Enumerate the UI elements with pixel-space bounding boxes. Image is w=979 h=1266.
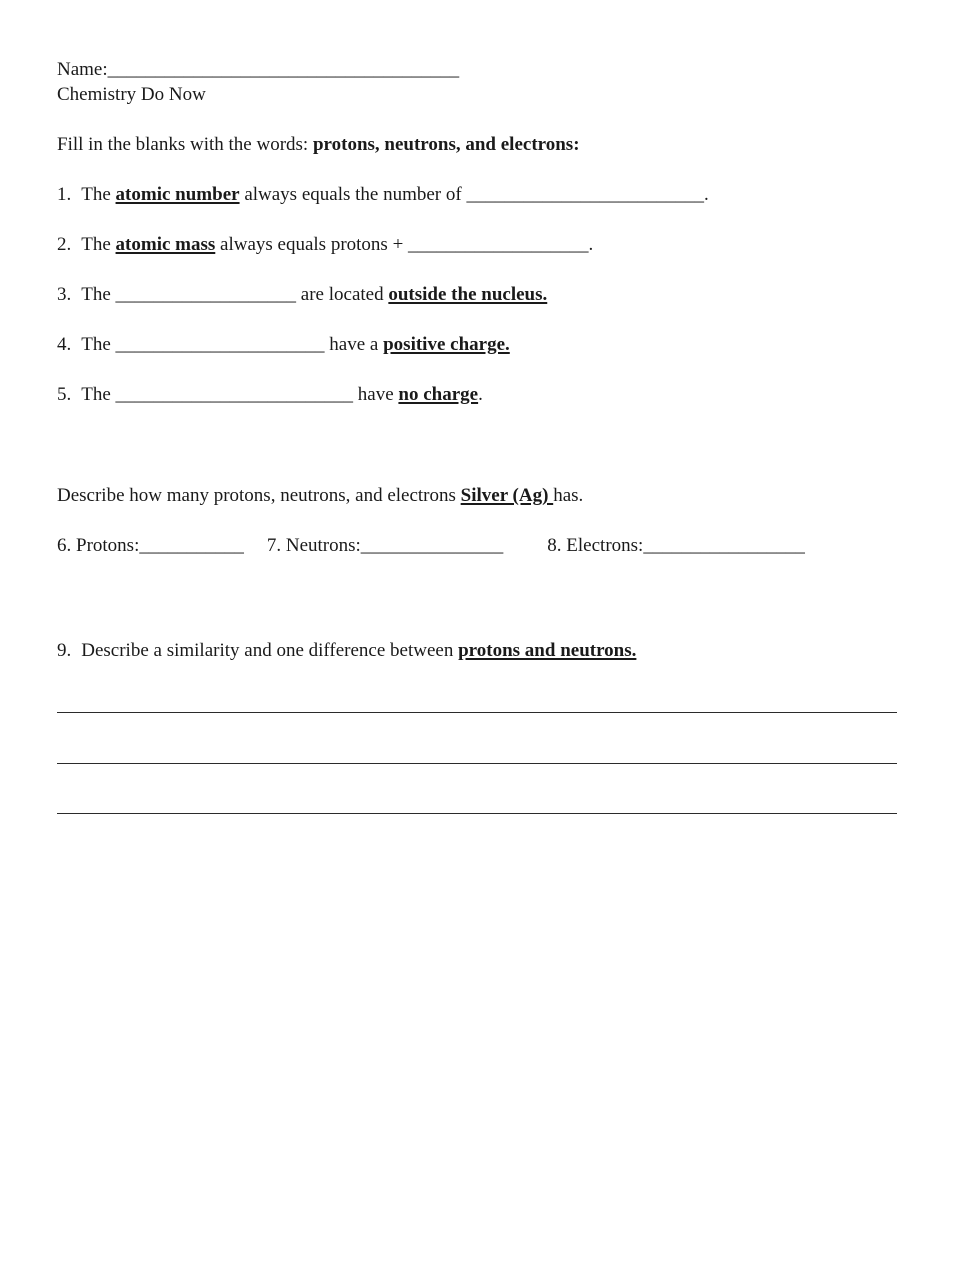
silver-prompt-suffix: has. bbox=[553, 485, 584, 506]
question-3-text: are located bbox=[296, 284, 389, 305]
question-3 bbox=[57, 282, 897, 307]
question-1-term: atomic number bbox=[115, 184, 240, 205]
question-5-term: no charge bbox=[398, 384, 479, 405]
counts-row bbox=[57, 533, 897, 558]
question-9-text: Describe a similarity and one difference between bbox=[81, 640, 459, 661]
question-3-blank: ___________________ bbox=[115, 284, 297, 305]
neutrons-label: 7. Neutrons: bbox=[266, 535, 361, 556]
question-3-number: 3. bbox=[57, 284, 72, 305]
silver-prompt-text: Describe how many protons, neutrons, and electrons bbox=[57, 485, 461, 506]
answer-line-2 bbox=[57, 713, 897, 764]
question-5-lead: The bbox=[81, 384, 116, 405]
question-5-blank: _________________________ bbox=[115, 384, 354, 405]
instruction-word-bank: protons, neutrons, and electrons: bbox=[312, 134, 580, 155]
question-4-number: 4. bbox=[57, 334, 72, 355]
question-3-lead: The bbox=[81, 284, 116, 305]
question-9 bbox=[57, 638, 897, 663]
name-label: Name: bbox=[57, 59, 108, 80]
question-1-end: . bbox=[703, 184, 709, 205]
question-4-text: have a bbox=[324, 334, 384, 355]
question-1-blank: _________________________ bbox=[466, 184, 704, 205]
question-4-blank: ______________________ bbox=[115, 334, 325, 355]
instruction-line bbox=[57, 132, 897, 157]
question-4-lead: The bbox=[81, 334, 116, 355]
electrons-blank: _________________ bbox=[643, 535, 805, 556]
protons-label: 6. Protons: bbox=[57, 535, 140, 556]
question-4 bbox=[57, 332, 897, 357]
page-title: Chemistry Do Now bbox=[57, 84, 206, 105]
instruction-text: Fill in the blanks with the words: bbox=[57, 134, 313, 155]
question-2-text: always equals protons + bbox=[215, 234, 409, 255]
question-5 bbox=[57, 382, 897, 407]
answer-line-1 bbox=[57, 663, 897, 713]
question-2-lead: The bbox=[81, 234, 116, 255]
electrons-label: 8. Electrons: bbox=[547, 535, 644, 556]
question-1-number: 1. bbox=[57, 184, 72, 205]
name-row bbox=[57, 57, 897, 82]
question-2-number: 2. bbox=[57, 234, 72, 255]
question-3-term: outside the nucleus. bbox=[388, 284, 548, 305]
question-1-text: always equals the number of bbox=[239, 184, 467, 205]
question-2-end: . bbox=[588, 234, 594, 255]
question-1-lead: The bbox=[81, 184, 116, 205]
question-9-number: 9. bbox=[57, 640, 72, 661]
protons-blank: ___________ bbox=[139, 535, 244, 556]
question-5-text: have bbox=[353, 384, 399, 405]
name-blank: _____________________________________ bbox=[107, 59, 460, 80]
electrons-count-item bbox=[547, 533, 805, 558]
answer-line-3 bbox=[57, 764, 897, 814]
neutrons-blank: _______________ bbox=[360, 535, 504, 556]
question-5-end: . bbox=[478, 384, 483, 405]
question-2-blank: ___________________ bbox=[408, 234, 589, 255]
neutrons-count-item bbox=[267, 533, 503, 558]
silver-prompt bbox=[57, 483, 897, 508]
question-4-term: positive charge. bbox=[383, 334, 510, 355]
question-2-term: atomic mass bbox=[115, 234, 216, 255]
silver-prompt-term: Silver (Ag) bbox=[460, 485, 554, 506]
question-5-number: 5. bbox=[57, 384, 72, 405]
question-1 bbox=[57, 182, 897, 207]
question-2 bbox=[57, 232, 897, 257]
question-9-term: protons and neutrons. bbox=[458, 640, 637, 661]
protons-count-item bbox=[57, 533, 244, 558]
